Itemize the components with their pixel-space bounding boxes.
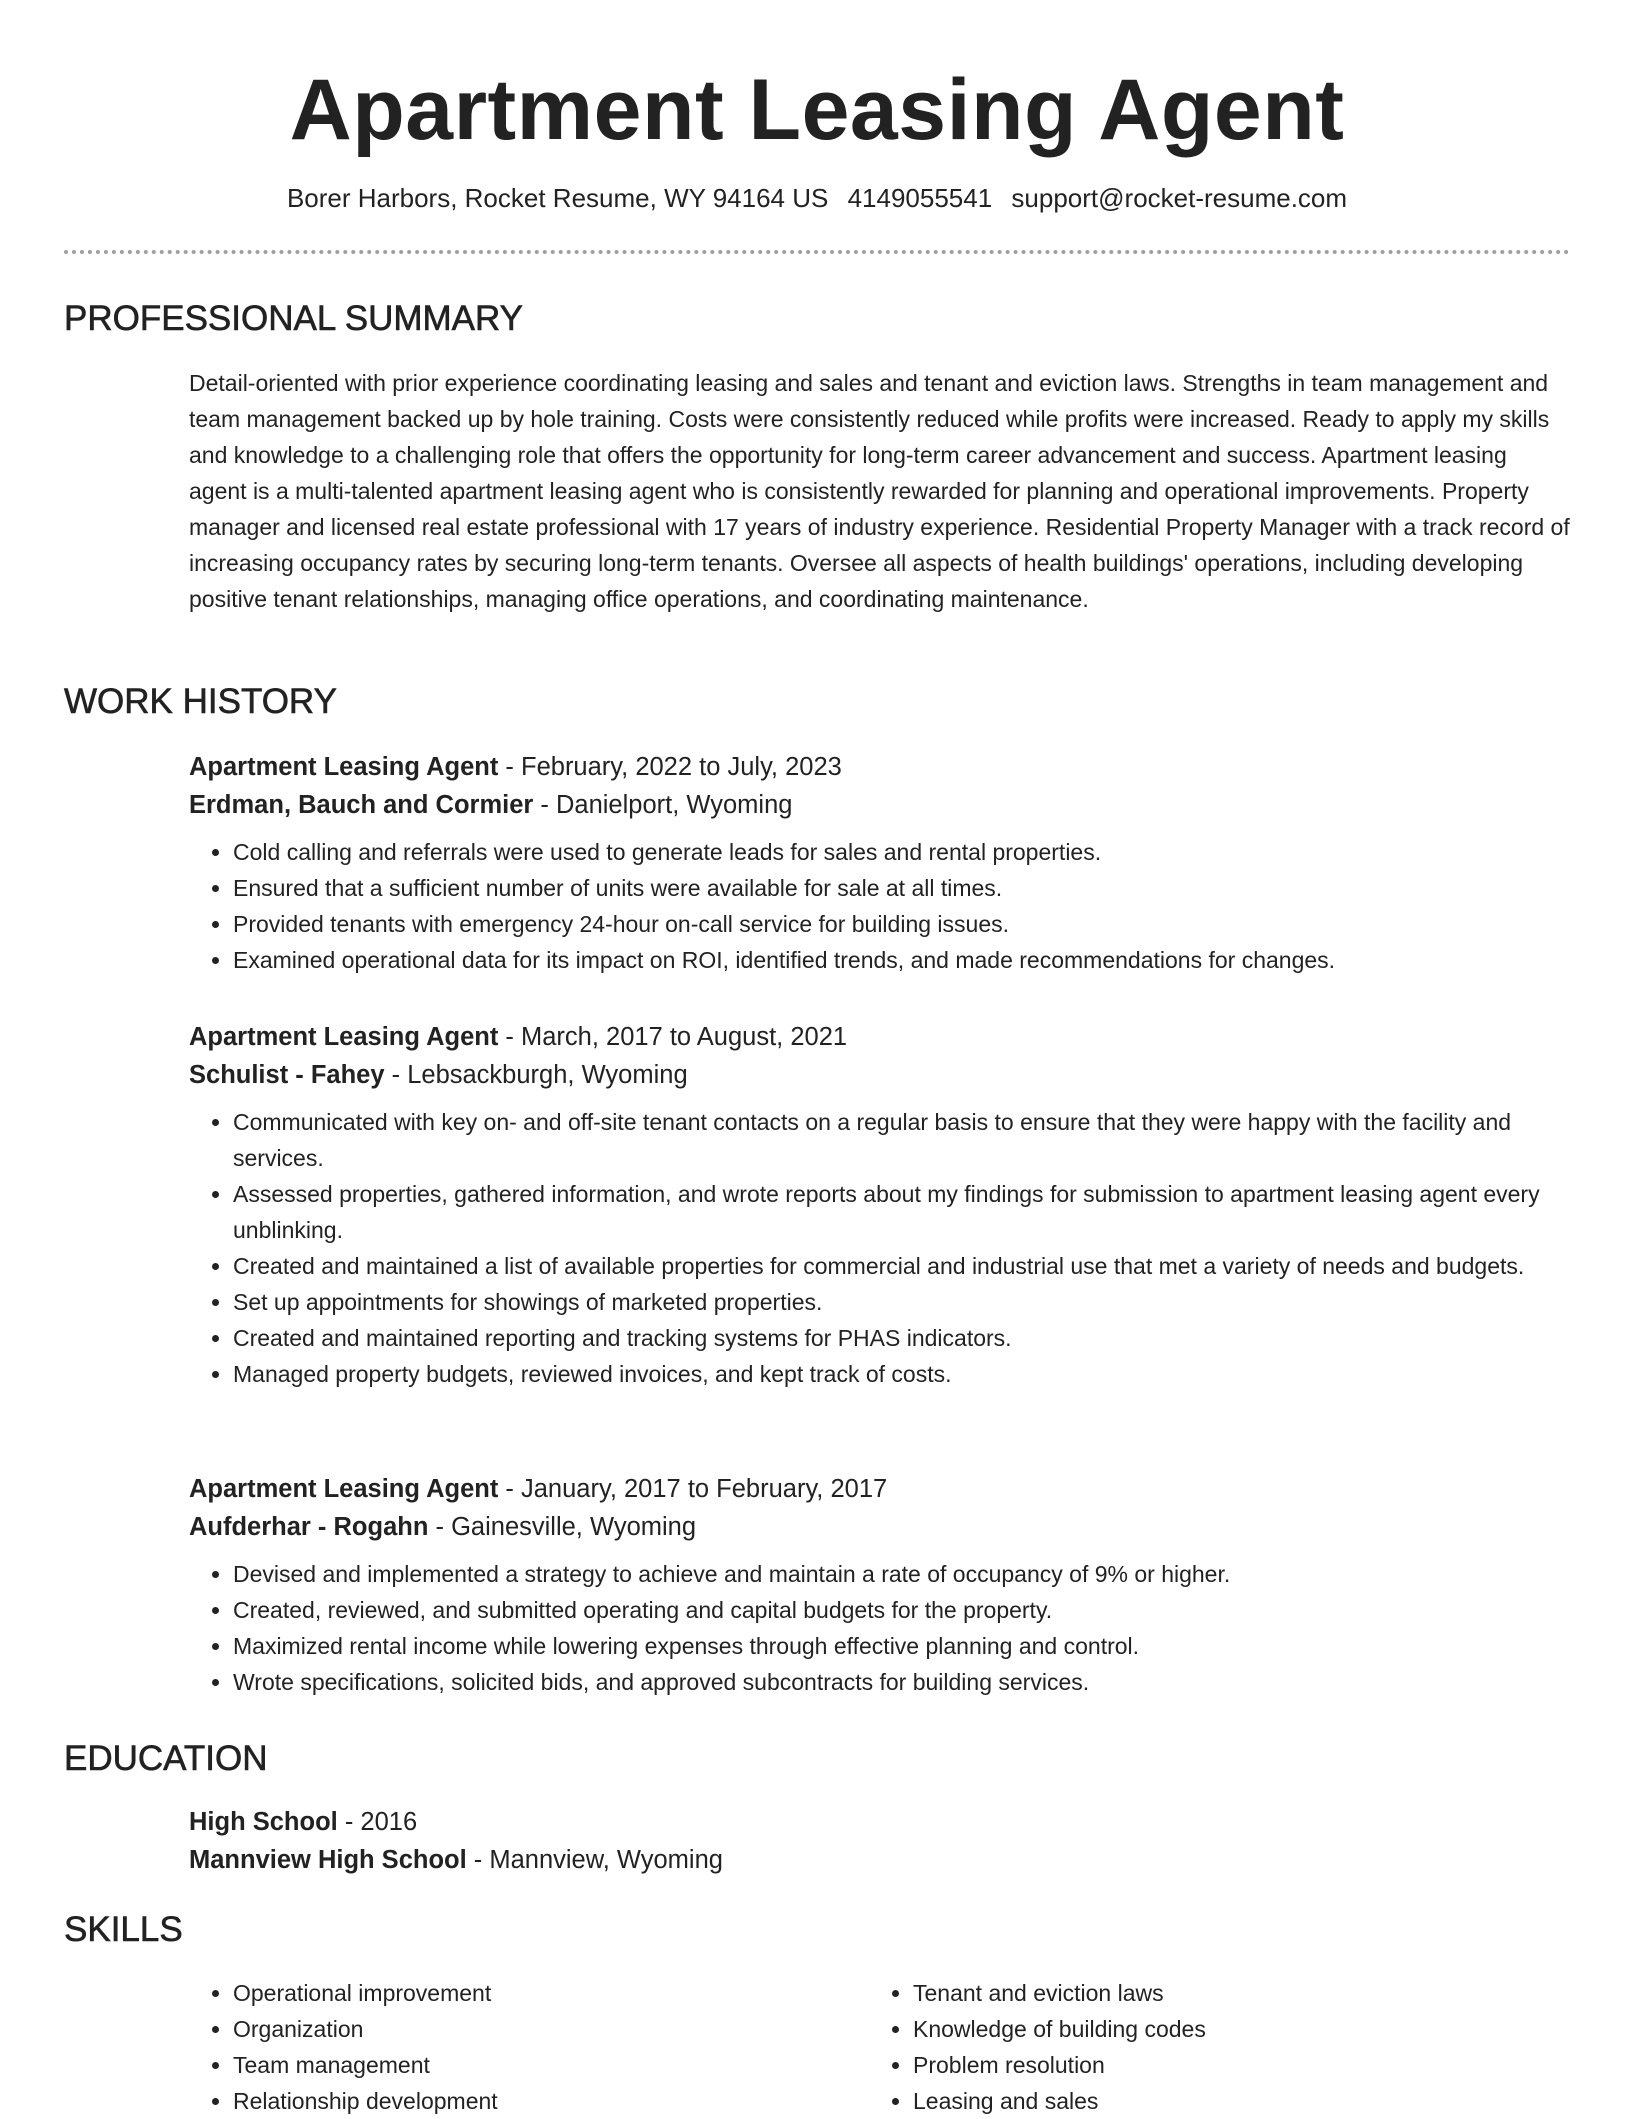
education-school: Mannview High School <box>189 1846 467 1874</box>
section-title-summary: PROFESSIONAL SUMMARY <box>64 299 523 338</box>
list-item: • Team management <box>233 2047 869 2083</box>
list-item: • Knowledge of building codes <box>913 2011 1549 2047</box>
list-item: • Organization <box>233 2011 869 2047</box>
job-company-line <box>189 786 1570 824</box>
list-item: • Tenant and eviction laws <box>913 1975 1549 2011</box>
job-title-line <box>189 1470 1570 1508</box>
list-item: • Devised and implemented a strategy to achieve and maintain a rate of occupancy of 9% or higher. <box>233 1556 1570 1592</box>
contact-line <box>64 182 1570 214</box>
job-location: - Danielport, Wyoming <box>533 791 793 819</box>
job-dates: - January, 2017 to February, 2017 <box>498 1475 888 1503</box>
list-item: • Set up appointments for showings of marketed properties. <box>233 1284 1570 1320</box>
contact-phone: 4149055541 <box>847 183 993 213</box>
list-item: • Problem resolution <box>913 2047 1549 2083</box>
list-item: • Assessed properties, gathered information, and wrote reports about my findings for submission to apartment leasing agent every unblinking. <box>233 1176 1570 1248</box>
list-item: • Created and maintained a list of available properties for commercial and industrial use that met a variety of needs and budgets. <box>233 1248 1570 1284</box>
list-item: • Cold calling and referrals were used to generate leads for sales and rental properties. <box>233 834 1570 870</box>
section-title-work: WORK HISTORY <box>64 682 337 721</box>
job-location: - Gainesville, Wyoming <box>428 1513 697 1541</box>
resume-name: Apartment Leasing Agent <box>289 62 1345 158</box>
list-item: • Managed property budgets, reviewed invoices, and kept track of costs. <box>233 1356 1570 1392</box>
job-company-line <box>189 1056 1570 1094</box>
job-location: - Lebsackburgh, Wyoming <box>384 1061 688 1089</box>
list-item: • Ensured that a sufficient number of units were available for sale at all times. <box>233 870 1570 906</box>
job-title: Apartment Leasing Agent <box>189 753 499 781</box>
job-title: Apartment Leasing Agent <box>189 1023 499 1051</box>
job-entry <box>189 1018 1570 1392</box>
list-item: • Wrote specifications, solicited bids, and approved subcontracts for building services. <box>233 1664 1570 1700</box>
list-item: • Communicated with key on- and off-site tenant contacts on a regular basis to ensure that they were happy with the facility and services. <box>233 1104 1570 1176</box>
job-company: Aufderhar - Rogahn <box>189 1513 429 1541</box>
job-company-line <box>189 1508 1570 1546</box>
job-company: Erdman, Bauch and Cormier <box>189 791 534 819</box>
section-title-education: EDUCATION <box>64 1739 268 1778</box>
job-bullets <box>189 1104 1570 1392</box>
list-item: • Operational improvement <box>233 1975 869 2011</box>
list-item: • Leasing and sales <box>913 2083 1549 2119</box>
list-item: • Examined operational data for its impact on ROI, identified trends, and made recommendations for changes. <box>233 942 1570 978</box>
header-divider <box>64 250 1570 254</box>
job-dates: - March, 2017 to August, 2021 <box>498 1023 848 1051</box>
education-year: - 2016 <box>337 1808 418 1836</box>
list-item: • Created and maintained reporting and tracking systems for PHAS indicators. <box>233 1320 1570 1356</box>
education-entry <box>189 1803 1570 1879</box>
list-item: • Relationship development <box>233 2083 869 2119</box>
skills-column-right <box>869 1975 1549 2119</box>
job-title-line <box>189 748 1570 786</box>
job-dates: - February, 2022 to July, 2023 <box>498 753 842 781</box>
skills-list <box>189 1975 1570 2119</box>
contact-email: support@rocket-resume.com <box>1011 183 1348 213</box>
list-item: • Maximized rental income while lowering expenses through effective planning and control. <box>233 1628 1570 1664</box>
skills-column-left <box>189 1975 869 2119</box>
list-item: • Created, reviewed, and submitted operating and capital budgets for the property. <box>233 1592 1570 1628</box>
job-bullets <box>189 834 1570 978</box>
job-bullets <box>189 1556 1570 1700</box>
job-title: Apartment Leasing Agent <box>189 1475 499 1503</box>
job-entry <box>189 1470 1570 1700</box>
list-item: • Provided tenants with emergency 24-hour on-call service for building issues. <box>233 906 1570 942</box>
summary-text: Detail-oriented with prior experience coordinating leasing and sales and tenant and eviction laws. Strengths in team management and team management backed up by hole training. Costs were consistently reduced while profits were increased. Ready to apply my skills and knowledge to a challenging role that offers the opportunity for long-term career advancement and success. Apartment leasing agent is a multi-talented apartment leasing agent who is consistently rewarded for planning and operational improvements. Property manager and licensed real estate professional with 17 years of industry experience. Residential Property Manager with a track record of increasing occupancy rates by securing long-term tenants. Oversee all aspects of health buildings' operations, including developing positive tenant relationships, managing office operations, and coordinating maintenance. <box>189 370 1570 612</box>
job-company: Schulist - Fahey <box>189 1061 385 1089</box>
education-location: - Mannview, Wyoming <box>466 1846 723 1874</box>
section-title-skills: SKILLS <box>64 1910 183 1949</box>
education-degree: High School <box>189 1808 338 1836</box>
job-entry <box>189 748 1570 978</box>
summary-block <box>189 365 1570 617</box>
job-title-line <box>189 1018 1570 1056</box>
resume-page <box>64 0 1570 2114</box>
education-degree-line <box>189 1803 1570 1841</box>
education-school-line <box>189 1841 1570 1879</box>
contact-address: Borer Harbors, Rocket Resume, WY 94164 US <box>286 183 829 213</box>
